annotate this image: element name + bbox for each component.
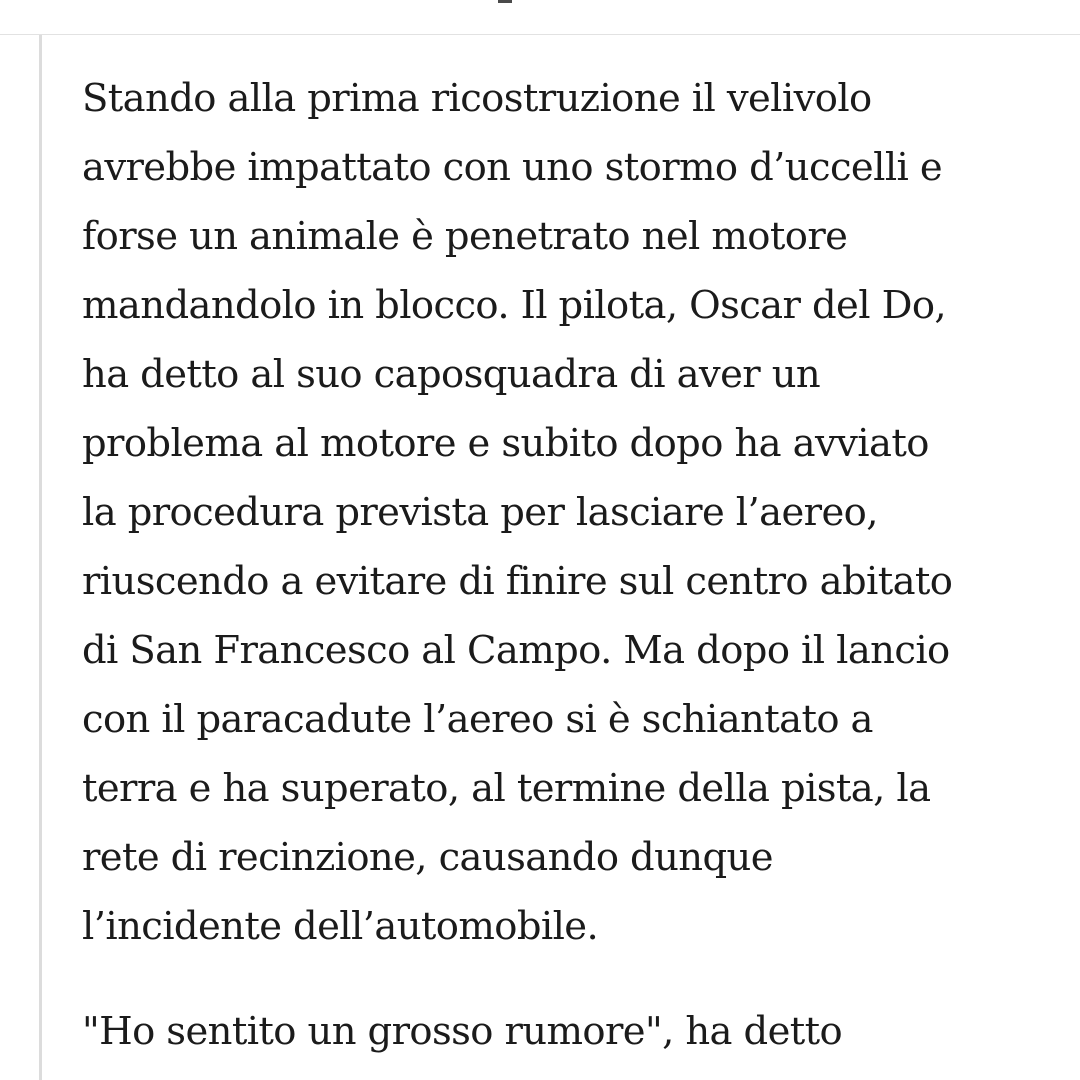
- paragraph-line: mandandolo in blocco. Il pilota, Oscar del Do,: [82, 283, 947, 328]
- paragraph-line: avrebbe impattato con uno stormo d’uccelli e: [82, 145, 943, 190]
- article-left-rule: [39, 35, 42, 1080]
- paragraph-line: con il paracadute l’aereo si è schiantato a: [82, 697, 873, 742]
- paragraph-line: Stando alla prima ricostruzione il velivolo: [82, 76, 872, 121]
- paragraph-line: rete di recinzione, causando dunque: [82, 835, 773, 880]
- paragraph-line: di San Francesco al Campo. Ma dopo il lancio: [82, 628, 950, 673]
- top-bar-handle: [498, 0, 512, 3]
- paragraph-line: ha detto al suo caposquadra di aver un: [82, 352, 821, 397]
- paragraph-line: forse un animale è penetrato nel motore: [82, 214, 848, 259]
- paragraph-line: l’incidente dell’automobile.: [82, 904, 599, 949]
- paragraph-line: problema al motore e subito dopo ha avviato: [82, 421, 929, 466]
- article-body: [82, 64, 1052, 1066]
- paragraph-line: riuscendo a evitare di finire sul centro abitato: [82, 559, 953, 604]
- article-paragraph-2: [82, 997, 1052, 1066]
- article-paragraph-1: [82, 64, 1052, 961]
- paragraph-line: la procedura prevista per lasciare l’aereo,: [82, 490, 878, 535]
- paragraph-line: "Ho sentito un grosso rumore", ha detto: [82, 1009, 843, 1054]
- top-bar: [0, 0, 1080, 35]
- paragraph-line: terra e ha superato, al termine della pista, la: [82, 766, 931, 811]
